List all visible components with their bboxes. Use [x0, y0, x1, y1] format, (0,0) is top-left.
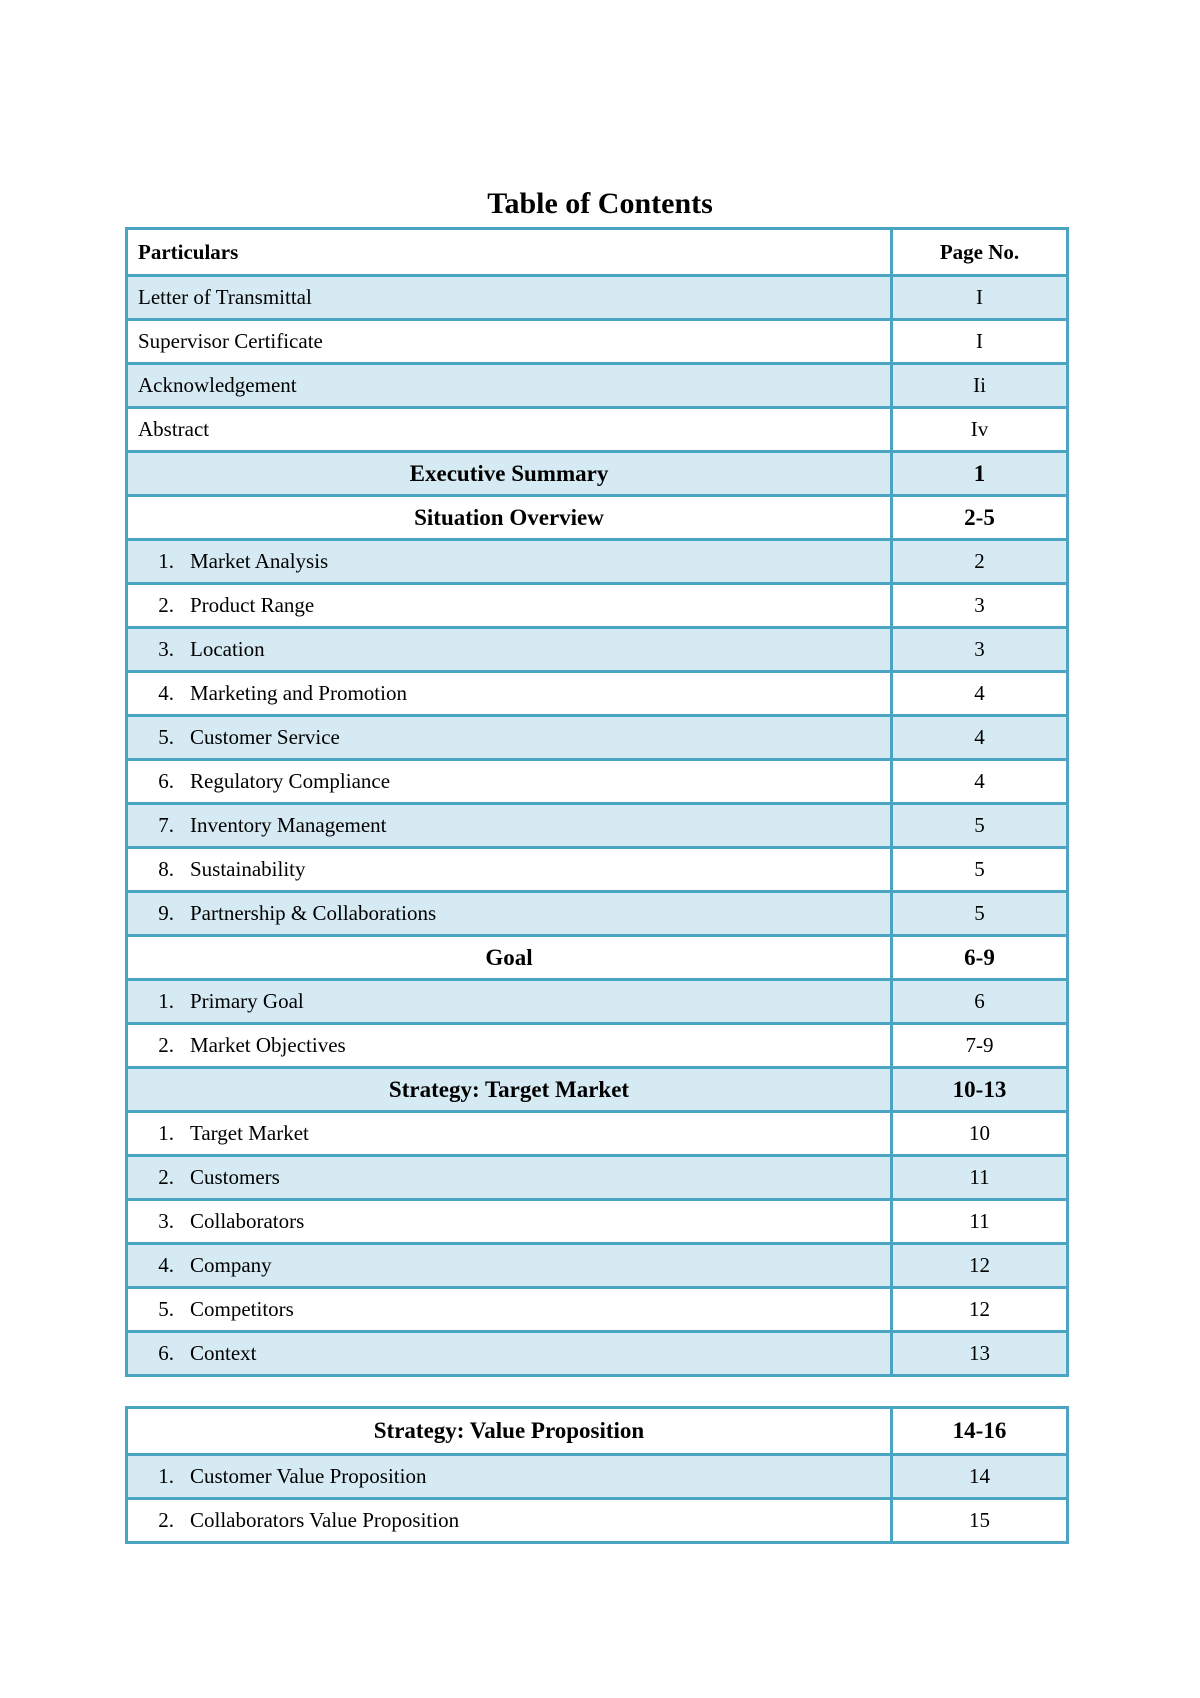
toc-entry-text: Competitors [190, 1297, 294, 1321]
toc-row [127, 1156, 1068, 1200]
toc-entry-number: 1. [158, 1464, 174, 1488]
toc-entry-page: 2 [892, 540, 1068, 584]
toc-section-label: Strategy: Value Proposition [127, 1408, 892, 1455]
toc-entry-page: 4 [892, 760, 1068, 804]
toc-section-label: Strategy: Target Market [127, 1068, 892, 1112]
toc-entry-number: 1. [158, 1121, 174, 1145]
toc-row [127, 1200, 1068, 1244]
toc-row [127, 320, 1068, 364]
toc-entry-label: Acknowledgement [127, 364, 892, 408]
toc-entry-text: Regulatory Compliance [190, 769, 391, 793]
toc-row [127, 584, 1068, 628]
toc-entry-number: 4. [158, 681, 174, 705]
toc-row [127, 540, 1068, 584]
toc-entry-text: Product Range [190, 593, 315, 617]
toc-entry-page: Iv [892, 408, 1068, 452]
toc-entry-page: 10 [892, 1112, 1068, 1156]
toc-entry-label [127, 1455, 892, 1499]
toc-section-row [127, 1408, 1068, 1455]
toc-entry-number: 6. [158, 769, 174, 793]
toc-entry-label [127, 848, 892, 892]
toc-entry-page: 5 [892, 804, 1068, 848]
toc-entry-text: Collaborators Value Proposition [190, 1508, 460, 1532]
toc-entry-page: 12 [892, 1244, 1068, 1288]
toc-section-row [127, 496, 1068, 540]
toc-section-page: 1 [892, 452, 1068, 496]
toc-entry-label: Abstract [127, 408, 892, 452]
toc-entry-page: 7-9 [892, 1024, 1068, 1068]
toc-row [127, 1499, 1068, 1543]
toc-entry-number: 1. [158, 989, 174, 1013]
page-title: Table of Contents [487, 187, 713, 220]
toc-row [127, 1112, 1068, 1156]
toc-row [127, 364, 1068, 408]
toc-entry-label [127, 1244, 892, 1288]
toc-table-continued [125, 1406, 1069, 1544]
toc-entry-label [127, 1200, 892, 1244]
toc-row [127, 1455, 1068, 1499]
toc-entry-label [127, 1112, 892, 1156]
toc-entry-number: 9. [158, 901, 174, 925]
toc-entry-number: 2. [158, 593, 174, 617]
toc-entry-page: I [892, 276, 1068, 320]
toc-row [127, 1332, 1068, 1376]
toc-entry-number: 6. [158, 1341, 174, 1365]
toc-entry-page: 5 [892, 892, 1068, 936]
toc-entry-text: Marketing and Promotion [190, 681, 407, 705]
toc-entry-number: 2. [158, 1033, 174, 1057]
toc-entry-page: 4 [892, 716, 1068, 760]
toc-row [127, 716, 1068, 760]
toc-row [127, 628, 1068, 672]
toc-entry-number: 5. [158, 1297, 174, 1321]
toc-entry-number: 8. [158, 857, 174, 881]
toc-row [127, 1244, 1068, 1288]
toc-entry-text: Market Analysis [190, 549, 329, 573]
toc-row [127, 276, 1068, 320]
toc-entry-label [127, 1024, 892, 1068]
toc-entry-page: 11 [892, 1156, 1068, 1200]
toc-entry-page: Ii [892, 364, 1068, 408]
toc-entry-text: Customers [190, 1165, 280, 1189]
toc-entry-number: 3. [158, 1209, 174, 1233]
toc-entry-number: 2. [158, 1165, 174, 1189]
toc-entry-label [127, 892, 892, 936]
toc-entry-number: 2. [158, 1508, 174, 1532]
toc-row [127, 760, 1068, 804]
toc-header-row [127, 229, 1068, 276]
toc-entry-page: 3 [892, 584, 1068, 628]
toc-section-label: Situation Overview [127, 496, 892, 540]
toc-section-page: 14-16 [892, 1408, 1068, 1455]
toc-entry-label: Supervisor Certificate [127, 320, 892, 364]
toc-entry-page: 6 [892, 980, 1068, 1024]
toc-entry-number: 3. [158, 637, 174, 661]
toc-entry-page: 3 [892, 628, 1068, 672]
toc-entry-text: Context [190, 1341, 257, 1365]
toc-row [127, 408, 1068, 452]
toc-section-page: 10-13 [892, 1068, 1068, 1112]
page-no-header: Page No. [892, 229, 1068, 276]
toc-entry-text: Partnership & Collaborations [190, 901, 437, 925]
toc-entry-number: 4. [158, 1253, 174, 1277]
toc-entry-text: Location [190, 637, 265, 661]
toc-row [127, 980, 1068, 1024]
toc-entry-label [127, 540, 892, 584]
toc-entry-number: 7. [158, 813, 174, 837]
toc-entry-text: Customer Value Proposition [190, 1464, 427, 1488]
toc-row [127, 892, 1068, 936]
toc-entry-text: Customer Service [190, 725, 340, 749]
toc-row [127, 804, 1068, 848]
toc-entry-label [127, 760, 892, 804]
toc-entry-number: 1. [158, 549, 174, 573]
toc-section-page: 2-5 [892, 496, 1068, 540]
toc-entry-number: 5. [158, 725, 174, 749]
toc-entry-label [127, 716, 892, 760]
toc-entry-label [127, 980, 892, 1024]
toc-entry-label [127, 1332, 892, 1376]
toc-row [127, 848, 1068, 892]
toc-entry-text: Sustainability [190, 857, 306, 881]
toc-entry-page: 12 [892, 1288, 1068, 1332]
toc-entry-text: Company [190, 1253, 272, 1277]
toc-entry-page: 5 [892, 848, 1068, 892]
toc-entry-label [127, 804, 892, 848]
toc-entry-label: Letter of Transmittal [127, 276, 892, 320]
toc-row [127, 1024, 1068, 1068]
toc-entry-page: 15 [892, 1499, 1068, 1543]
toc-row [127, 672, 1068, 716]
toc-row [127, 1288, 1068, 1332]
toc-entry-page: I [892, 320, 1068, 364]
toc-entry-text: Inventory Management [190, 813, 387, 837]
toc-entry-text: Collaborators [190, 1209, 305, 1233]
toc-entry-label [127, 1288, 892, 1332]
toc-section-label: Goal [127, 936, 892, 980]
toc-entry-text: Market Objectives [190, 1033, 346, 1057]
toc-entry-label [127, 672, 892, 716]
toc-section-row [127, 936, 1068, 980]
toc-entry-text: Primary Goal [190, 989, 304, 1013]
toc-section-page: 6-9 [892, 936, 1068, 980]
toc-table [125, 227, 1069, 1377]
toc-entry-page: 11 [892, 1200, 1068, 1244]
toc-entry-label [127, 1499, 892, 1543]
toc-section-row [127, 452, 1068, 496]
particulars-header: Particulars [127, 229, 892, 276]
toc-section-row [127, 1068, 1068, 1112]
toc-entry-label [127, 1156, 892, 1200]
toc-entry-page: 4 [892, 672, 1068, 716]
toc-section-label: Executive Summary [127, 452, 892, 496]
toc-entry-page: 14 [892, 1455, 1068, 1499]
toc-entry-label [127, 628, 892, 672]
toc-entry-page: 13 [892, 1332, 1068, 1376]
toc-entry-text: Target Market [190, 1121, 309, 1145]
toc-entry-label [127, 584, 892, 628]
